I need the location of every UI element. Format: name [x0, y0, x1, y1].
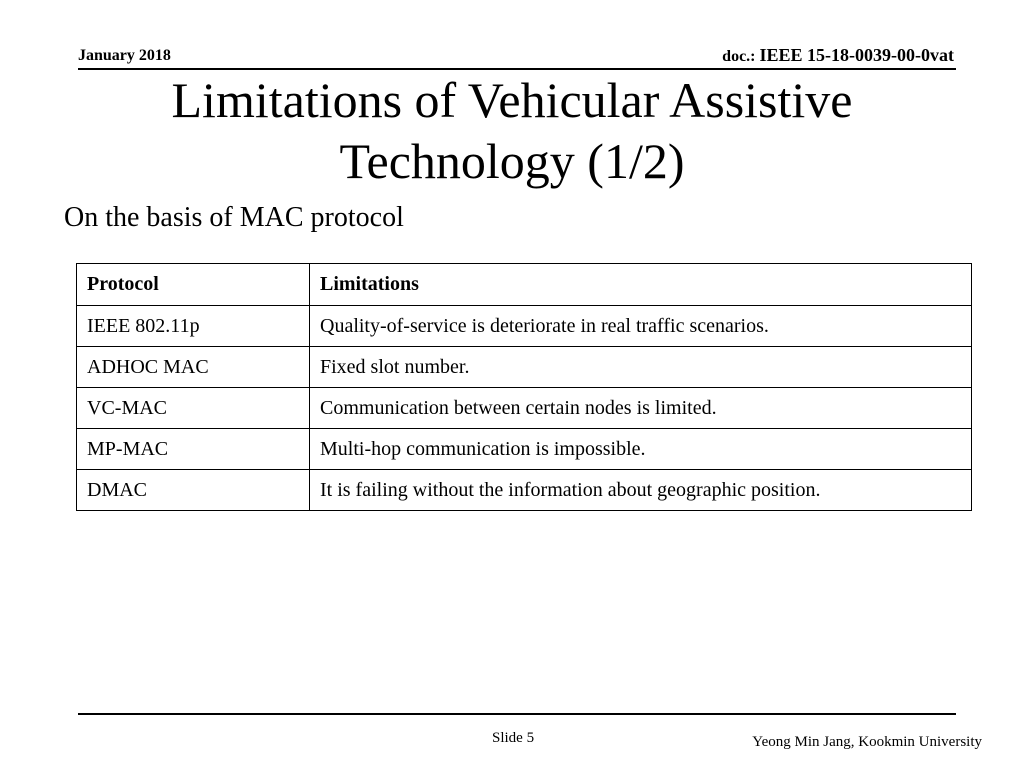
column-header-limitations: Limitations	[310, 264, 972, 306]
protocol-cell: MP-MAC	[77, 429, 310, 470]
column-header-protocol: Protocol	[77, 264, 310, 306]
limitations-table	[76, 263, 972, 511]
footer-divider	[78, 713, 956, 715]
table-row	[77, 470, 972, 511]
doc-number: IEEE 15-18-0039-00-0vat	[759, 45, 954, 65]
header-date: January 2018	[78, 47, 171, 64]
protocol-cell: ADHOC MAC	[77, 347, 310, 388]
slide-subtitle: On the basis of MAC protocol	[64, 202, 404, 233]
limitation-cell: Quality-of-service is deteriorate in real traffic scenarios.	[310, 306, 972, 347]
protocol-cell: IEEE 802.11p	[77, 306, 310, 347]
slide-title-line-1: Limitations of Vehicular Assistive	[171, 72, 853, 128]
slide-title	[40, 70, 984, 192]
table-row	[77, 429, 972, 470]
table-row	[77, 388, 972, 429]
protocol-cell: VC-MAC	[77, 388, 310, 429]
limitation-cell: Multi-hop communication is impossible.	[310, 429, 972, 470]
slide-title-line-2: Technology (1/2)	[339, 133, 685, 189]
table-row	[77, 306, 972, 347]
slide-number: Slide 5	[492, 730, 535, 746]
protocol-cell: DMAC	[77, 470, 310, 511]
table-header-row	[77, 264, 972, 306]
header-doc-id	[722, 44, 954, 68]
footer-author: Yeong Min Jang, Kookmin University	[752, 734, 982, 750]
limitation-cell: It is failing without the information about geographic position.	[310, 470, 972, 511]
limitation-cell: Communication between certain nodes is limited.	[310, 388, 972, 429]
table-row	[77, 347, 972, 388]
limitation-cell: Fixed slot number.	[310, 347, 972, 388]
doc-prefix: doc.:	[722, 48, 756, 65]
